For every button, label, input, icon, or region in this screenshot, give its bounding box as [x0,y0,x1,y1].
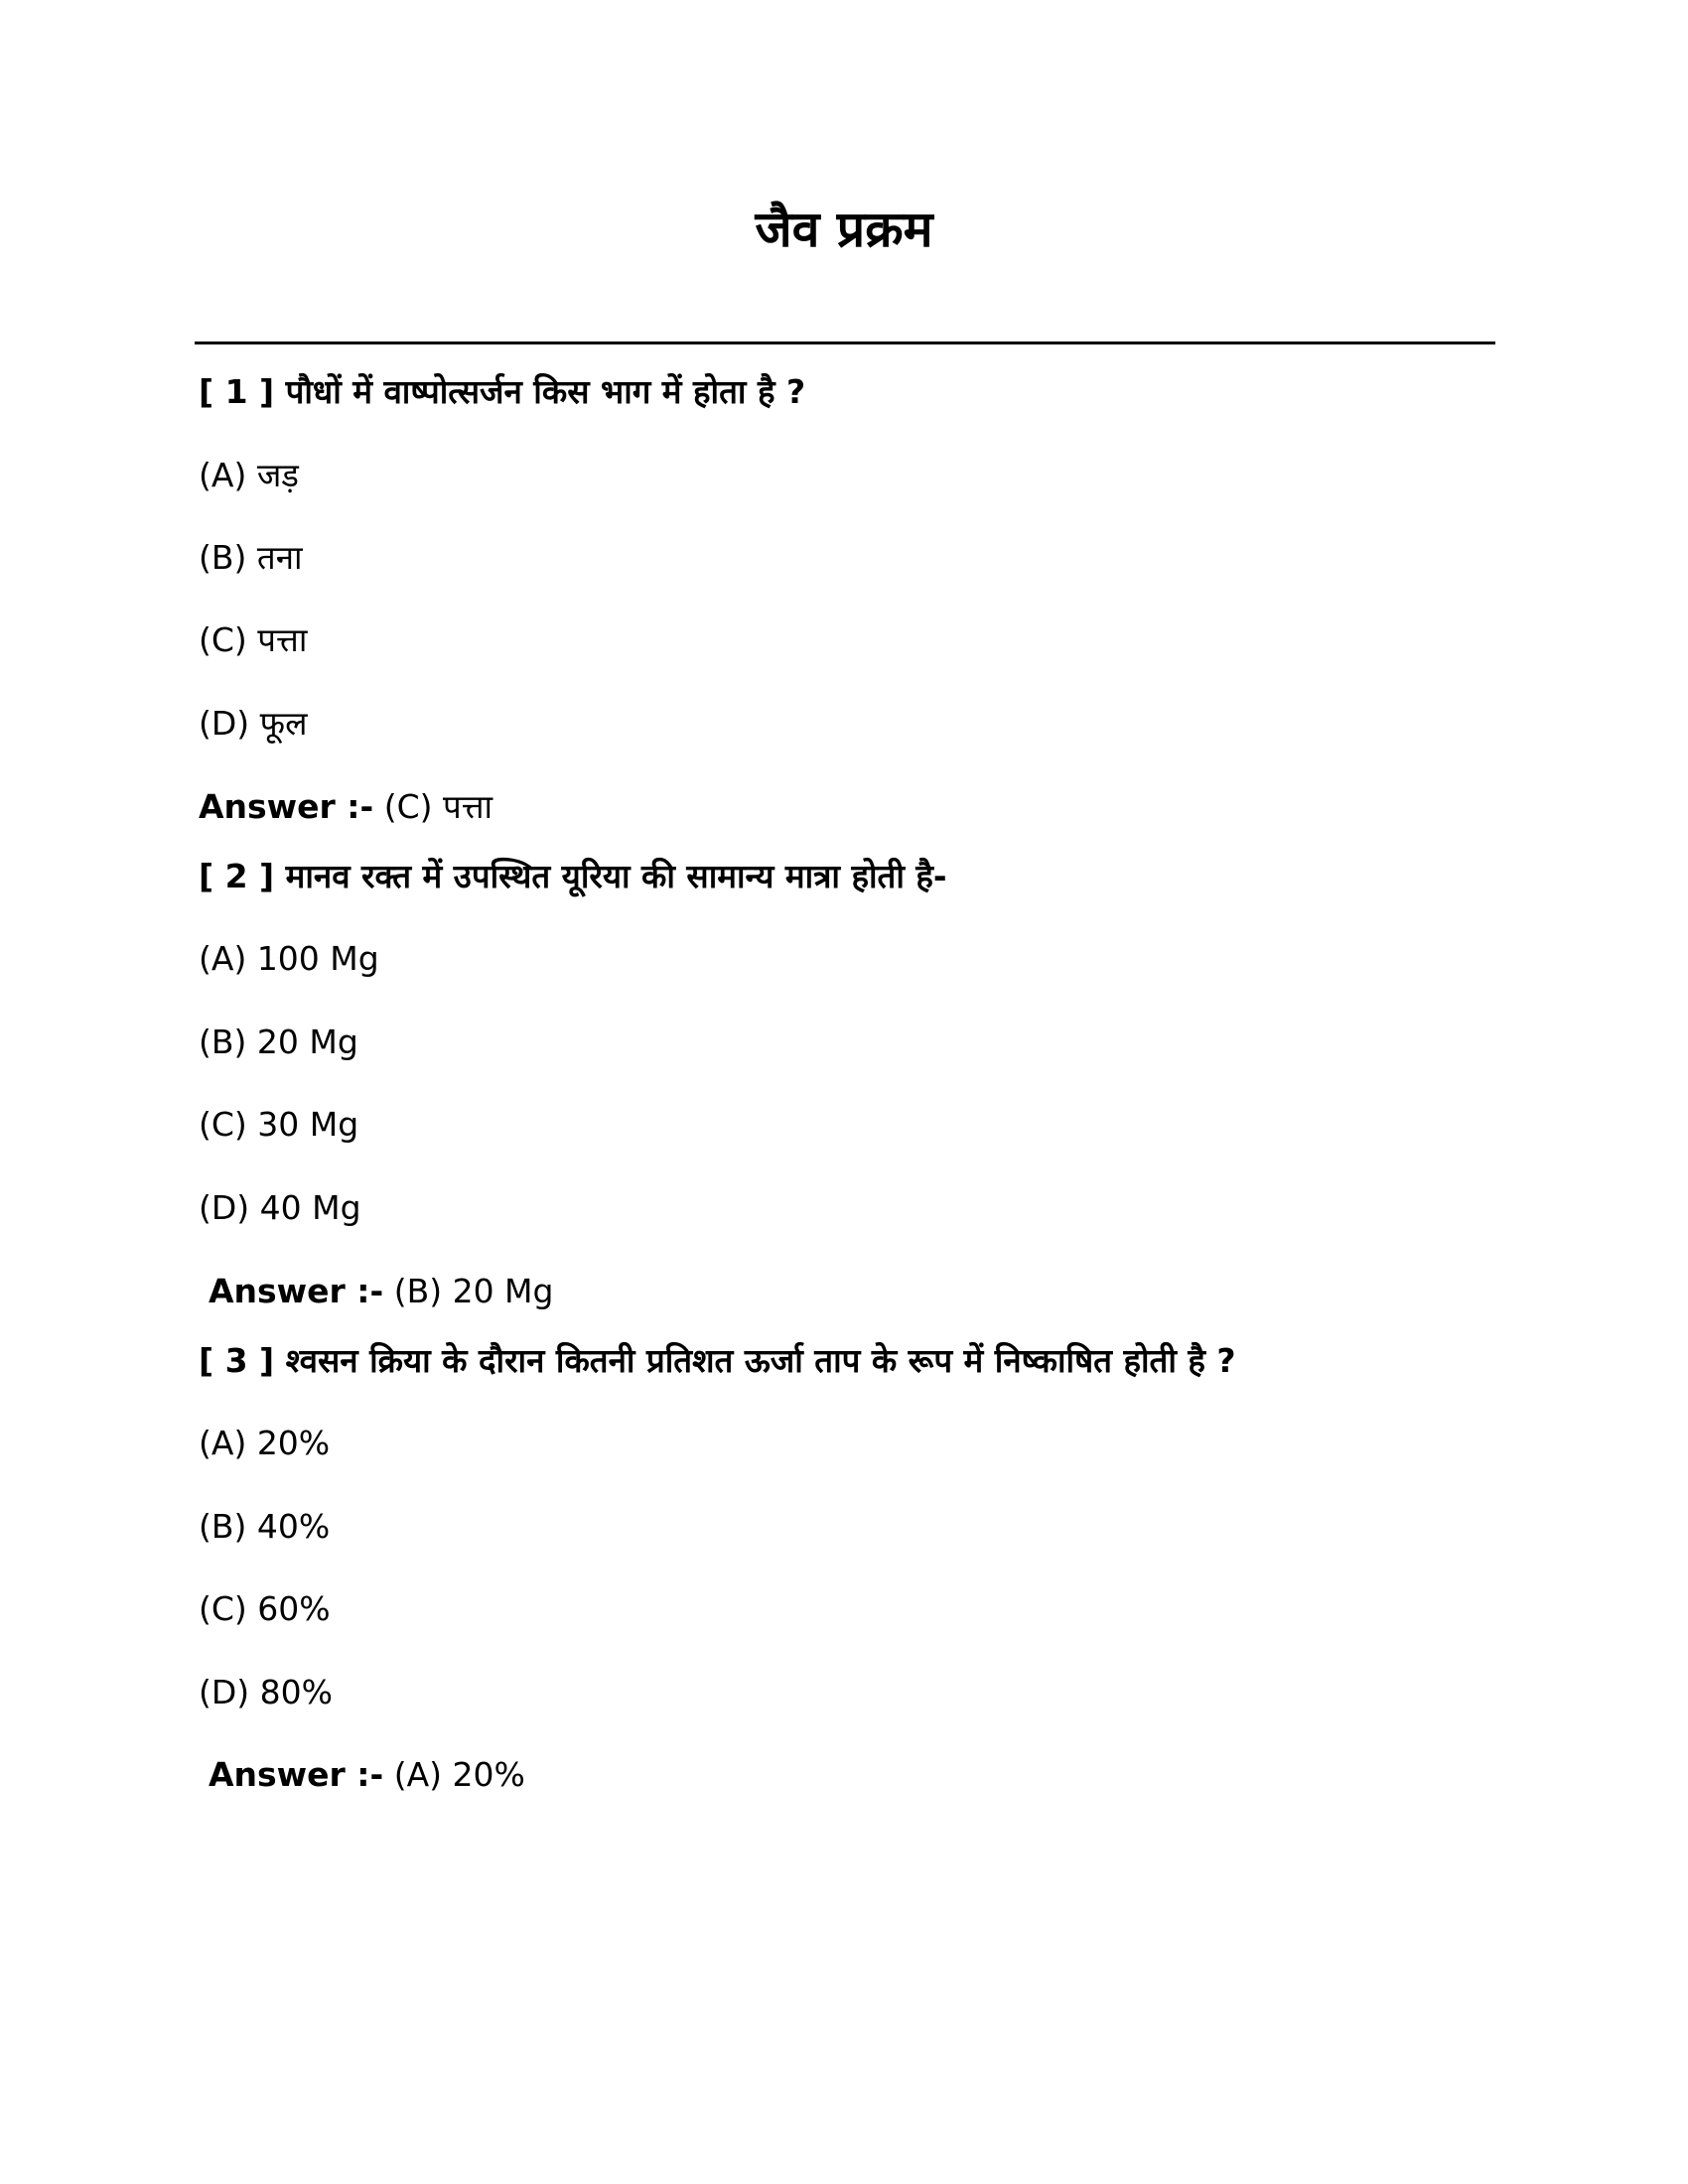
answer-1 [199,782,492,832]
option-c: (C) 30 Mg [199,1105,359,1144]
answer-value: (C) पत्ता [383,787,493,826]
question-1 [199,367,805,417]
question-number: [ 1 ] [199,372,275,411]
option-a: (A) 20% [199,1424,331,1462]
question-text: पौधों में वाष्पोत्सर्जन किस भाग में होता है ? [285,372,806,411]
answer-label: Answer :- [199,787,374,826]
question-text: श्वसन क्रिया के दौरान कितनी प्रतिशत ऊर्जा ताप के रूप में निष्काषित होती है ? [285,1341,1236,1380]
option-b: (B) 40% [199,1507,331,1546]
question-3 [199,1336,1236,1386]
option-d: (D) 40 Mg [199,1188,361,1227]
option-c: (C) 60% [199,1589,331,1628]
answer-label: Answer :- [209,1272,384,1310]
answer-2 [209,1267,553,1316]
answer-3 [209,1750,525,1800]
option-d: (D) 80% [199,1673,333,1711]
option-a: (A) जड़ [199,456,299,494]
answer-value: (B) 20 Mg [393,1272,554,1310]
option-b: (B) तना [199,538,303,577]
question-number: [ 3 ] [199,1341,275,1380]
page-title: जैव प्रक्रम [755,201,933,258]
answer-label: Answer :- [209,1755,384,1794]
option-b: (B) 20 Mg [199,1023,358,1061]
option-c: (C) पत्ता [199,620,308,659]
answer-value: (A) 20% [393,1755,525,1794]
option-a: (A) 100 Mg [199,939,379,978]
question-number: [ 2 ] [199,857,275,895]
option-d: (D) फूल [199,704,308,743]
title-divider [195,341,1495,344]
question-text: मानव रक्त में उपस्थित यूरिया की सामान्य मात्रा होती है- [285,857,947,895]
question-2 [199,852,947,901]
